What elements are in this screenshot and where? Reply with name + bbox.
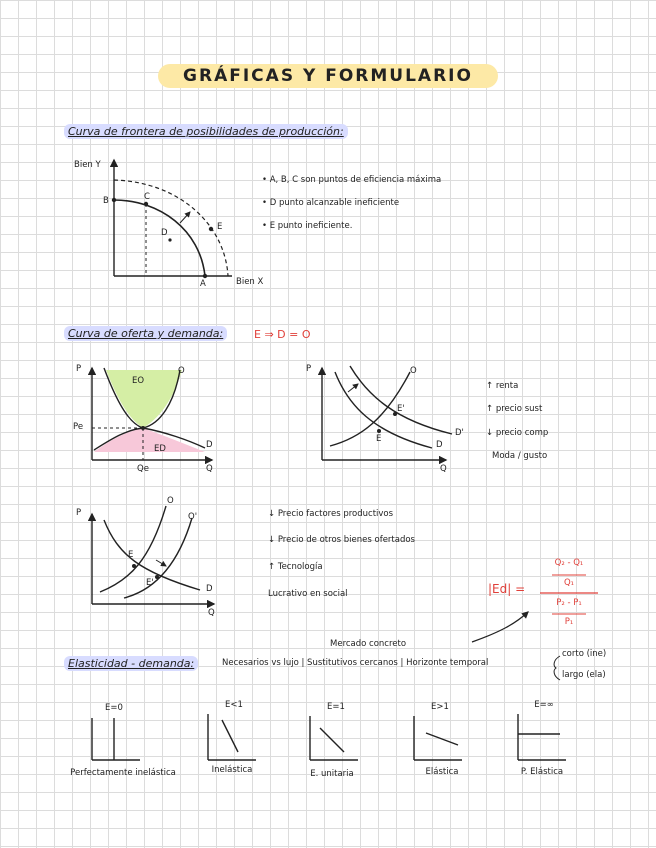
sd3-p: P (76, 508, 82, 518)
ppf-x-label: Bien X (236, 277, 264, 287)
ppf-label-a: A (200, 279, 206, 289)
sd1-ed: ED (154, 444, 166, 454)
sd2-e: E (376, 434, 382, 444)
supply-shift-2: ↓ Precio de otros bienes ofertados (268, 535, 415, 545)
demand-shift-4: Moda / gusto (492, 451, 548, 461)
formula-num-bottom: Q₁ (563, 578, 575, 588)
sd2-q: Q (440, 464, 447, 474)
sd3-e: E (128, 550, 134, 560)
formula-lhs: |Ed| = (488, 582, 526, 596)
ppf-label-c: C (144, 192, 150, 202)
elasticity-e-1: E=0 (105, 703, 123, 713)
sd2-o: O (410, 366, 417, 376)
elasticity-factors: Necesarios vs lujo | Sustitutivos cercanos | Horizonte temporal (222, 658, 489, 668)
sd1-d: D (206, 440, 213, 450)
sd2-p: P (306, 364, 312, 374)
horizon-short: corto (ine) (562, 649, 607, 659)
ppf-heading: Curva de frontera de posibilidades de producción: (64, 124, 348, 139)
demand-shift-3: ↓ precio comp (486, 428, 549, 438)
elasticity-heading: Elasticidad - demanda: (64, 656, 198, 671)
ppf-y-label: Bien Y (74, 160, 101, 170)
ppf-note-1: • A, B, C son puntos de eficiencia máxima (262, 175, 442, 185)
elasticity-label-1: Perfectamente inelástica (70, 768, 176, 778)
page-title: GRÁFICAS Y FORMULARIO (158, 64, 498, 88)
elasticity-e-3: E=1 (327, 702, 345, 712)
elasticity-label-3: E. unitaria (310, 769, 354, 779)
sd1-p: P (76, 364, 82, 374)
formula-den-bottom: P₁ (564, 617, 574, 627)
elasticity-e-4: E>1 (431, 702, 449, 712)
supply-shift-3: ↑ Tecnología (268, 562, 323, 572)
sd1-qe: Qe (137, 464, 149, 474)
ppf-label-b: B (103, 196, 109, 206)
mercado-concreto: Mercado concreto (330, 639, 407, 649)
elasticity-curve-2 (222, 720, 238, 752)
elasticity-label-4: Elástica (425, 767, 459, 777)
sd3-o2: O' (188, 512, 198, 522)
sd2-e2: E' (397, 404, 405, 414)
sd1-pe: Pe (73, 422, 84, 432)
elasticity-curve-4 (426, 733, 458, 745)
sd2-d2: D' (455, 428, 464, 438)
elasticity-label-2: Inelástica (211, 765, 253, 775)
sd3-e2: E' (146, 578, 154, 588)
supply-shift-1: ↓ Precio factores productivos (268, 509, 394, 519)
elasticity-e-5: E=∞ (534, 700, 554, 710)
elasticity-label-5: P. Elástica (520, 767, 564, 777)
sd1-o: O (178, 366, 185, 376)
ppf-label-d: D (161, 228, 168, 238)
sd-heading: Curva de oferta y demanda: (64, 326, 227, 341)
sd3-o: O (167, 496, 174, 506)
sd2-d: D (436, 440, 443, 450)
ppf-note-3: • E punto ineficiente. (262, 221, 353, 231)
formula-num-top: Q₂ - Q₁ (554, 558, 584, 568)
demand-shift-2: ↑ precio sust (486, 404, 543, 414)
elasticity-curve-3 (320, 728, 344, 752)
formula-den-top: P₂ - P₁ (556, 598, 582, 608)
demand-shift-1: ↑ renta (486, 381, 519, 391)
sd3-q: Q (208, 608, 215, 618)
sd1-q: Q (206, 464, 213, 474)
sd3-d: D (206, 584, 213, 594)
horizon-long: largo (ela) (562, 670, 606, 680)
sd-equilibrium: E ⇒ D = O (254, 328, 311, 341)
ppf-note-2: • D punto alcanzable ineficiente (262, 198, 400, 208)
ppf-label-e: E (217, 222, 223, 232)
supply-shift-4: Lucrativo en social (268, 589, 348, 599)
sd1-eo: EO (132, 376, 145, 386)
elasticity-e-2: E<1 (225, 700, 243, 710)
